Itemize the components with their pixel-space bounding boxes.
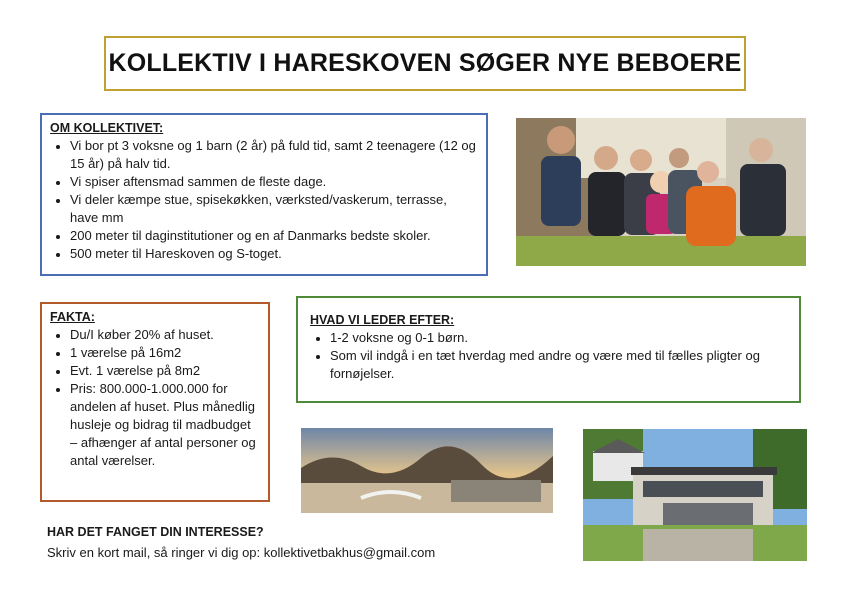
title-box (104, 36, 746, 91)
about-heading: OM KOLLEKTIVET: (50, 121, 164, 135)
list-item: • Som vil indgå i en tæt hverdag med andre og være med til fælles pligter og fornøjelser. (330, 347, 787, 383)
facts-list (50, 326, 260, 470)
cta-text: Skriv en kort mail, så ringer vi dig op: kollektivetbakhus@gmail.com (47, 545, 436, 560)
cta-heading: HAR DET FANGET DIN INTERESSE? (47, 525, 264, 539)
list-item: • 200 meter til daginstitutioner og en af Danmarks bedste skoler. (70, 227, 478, 245)
list-item: • Vi bor pt 3 voksne og 1 barn (2 år) på fuld tid, samt 2 teenagere (12 og 15 år) på halv tid. (70, 137, 478, 173)
facts-heading: FAKTA: (50, 310, 95, 324)
seeking-heading: HVAD VI LEDER EFTER: (310, 313, 455, 327)
list-item: • Vi spiser aftensmad sammen de fleste dage. (70, 173, 478, 191)
list-item: • 1 værelse på 16m2 (70, 344, 260, 362)
list-item: • 1-2 voksne og 0-1 børn. (330, 329, 787, 347)
seeking-list (310, 329, 787, 383)
facts-section (40, 302, 270, 502)
list-item: • Pris: 800.000-1.000.000 for andelen af huset. Plus månedlig husleje og bidrag til madbudget – afhænger af antal personer og antal værelser. (70, 380, 260, 470)
view-photo (301, 428, 553, 513)
group-photo (516, 118, 806, 266)
list-item: • Du/I køber 20% af huset. (70, 326, 260, 344)
about-section (40, 113, 488, 276)
seeking-section (296, 296, 801, 403)
list-item: • Evt. 1 værelse på 8m2 (70, 362, 260, 380)
list-item: • 500 meter til Hareskoven og S-toget. (70, 245, 478, 263)
house-photo (583, 429, 807, 561)
list-item: • Vi deler kæmpe stue, spisekøkken, værksted/vaskerum, terrasse, have mm (70, 191, 478, 227)
page-title: KOLLEKTIV I HARESKOVEN SØGER NYE BEBOERE (108, 49, 742, 77)
about-list (50, 137, 478, 263)
